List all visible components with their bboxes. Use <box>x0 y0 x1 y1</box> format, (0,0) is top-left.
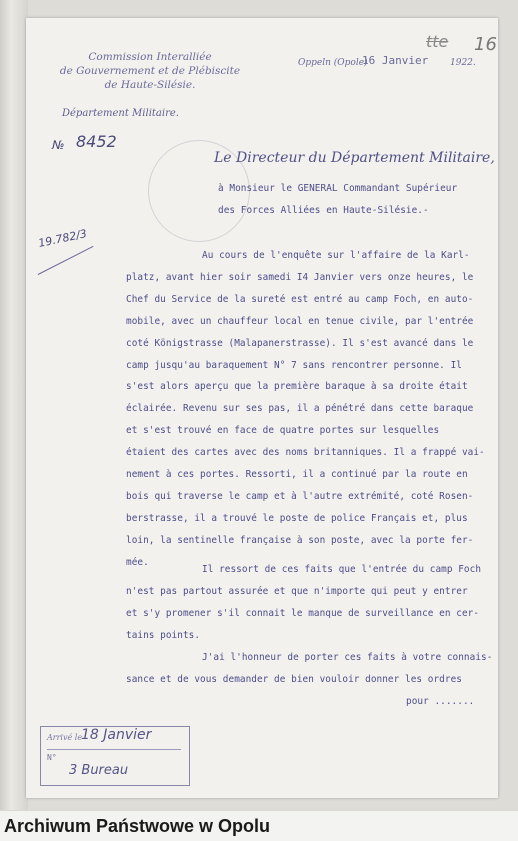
p1-line: camp jusqu'au baraquement N° 7 sans rencontrer personne. Il <box>126 359 462 371</box>
p1-line: mobile, avec un chauffeur local en tenue civile, par l'entrée <box>126 315 474 327</box>
letter-page <box>26 18 498 798</box>
p1-line: loin, la sentinelle française à son poste, avec la porte fer- <box>126 534 474 546</box>
p1-line: et s'est trouvé en face de quatre portes sur lesquelles <box>126 425 440 437</box>
p1-line: berstrasse, il a trouvé le poste de police Français et, plus <box>126 512 468 524</box>
receipt-stamp <box>40 726 190 786</box>
sender-heading: Le Directeur du Département Militaire, <box>214 150 495 166</box>
continuation-text: pour ....... <box>406 696 475 707</box>
p1-line: Au cours de l'enquête sur l'affaire de la Karl- <box>202 250 470 261</box>
p2-line: et s'y promener s'il connait le manque de surveillance en cer- <box>126 607 480 619</box>
p1-line: éclairée. Revenu sur ses pas, il a pénétré dans cette baraque <box>126 403 474 415</box>
p1-line: s'est alors aperçu que la première baraque à sa droite était <box>126 381 468 393</box>
archive-name: Archiwum Państwowe w Opolu <box>4 816 271 836</box>
year-label: 1922. <box>450 58 476 68</box>
p2-line: Il ressort de ces faits que l'entrée du camp Foch <box>202 564 482 575</box>
p1-line: mée. <box>126 556 149 568</box>
struck-corner-note: tte <box>426 32 449 51</box>
stamp-arrived-label: Arrivé le <box>47 733 83 742</box>
p1-line: platz, avant hier soir samedi I4 Janvier vers onze heures, le <box>126 271 474 283</box>
p3-line: J'ai l'honneur de porter ces faits à votre connais- <box>202 652 493 663</box>
org-header <box>52 50 248 92</box>
org-line-1: Commission Interalliée <box>88 51 212 63</box>
p1-line: coté Königstrasse (Malapanerstrasse). Il s'est avancé dans le <box>126 337 474 349</box>
org-line-3: de Haute-Silésie. <box>104 79 196 91</box>
address-line-2: des Forces Alliées en Haute-Silésie.- <box>218 205 429 216</box>
page-stack-edge <box>0 0 28 810</box>
city-label: Oppeln (Opole) <box>298 58 368 68</box>
corner-page-number: 16 <box>474 34 497 55</box>
p1-line: étaient des cartes avec des noms britanniques. Il a frappé vai- <box>126 447 485 459</box>
archive-banner <box>0 810 518 841</box>
p2-line: tains points. <box>126 629 201 641</box>
ref-number: 8452 <box>76 132 117 151</box>
stamp-divider <box>47 749 181 750</box>
side-handwritten-note: 19.782/3 <box>37 227 89 250</box>
date-label: 16 Janvier <box>362 54 429 67</box>
p3-line: sance et de vous demander de bien vouloir donner les ordres <box>126 673 462 685</box>
p2-line: n'est pas partout assurée et que n'importe qui peut y entrer <box>126 585 468 597</box>
p1-line: bois qui traverse le camp et à l'autre extrémité, coté Rosen- <box>126 490 474 502</box>
org-line-2: de Gouvernement et de Plébiscite <box>59 65 241 77</box>
ref-prefix: № <box>52 138 65 152</box>
stamp-arrived-date: 18 Janvier <box>81 727 152 743</box>
department-label: Département Militaire. <box>62 108 179 119</box>
stamp-number-label: N° <box>47 753 57 762</box>
pen-stroke <box>38 246 94 275</box>
p1-line: Chef du Service de la sureté est entré au camp Foch, en auto- <box>126 293 474 305</box>
stamp-bureau: 3 Bureau <box>69 763 129 778</box>
address-line-1: à Monsieur le GENERAL Commandant Supérieur <box>218 183 458 194</box>
p1-line: nement à ces portes. Ressorti, il a continué par la route en <box>126 469 468 480</box>
